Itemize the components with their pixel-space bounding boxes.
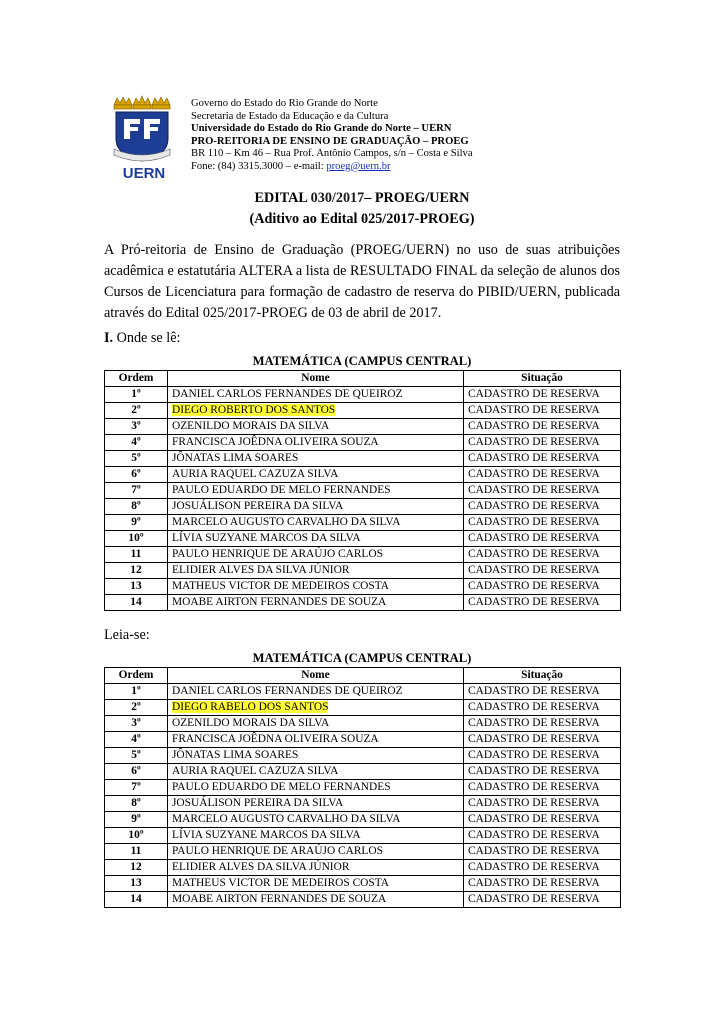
table-row (105, 563, 621, 579)
table-row (105, 764, 621, 780)
nome-cell: AURIA RAQUEL CAZUZA SILVA (168, 764, 464, 780)
table-row (105, 780, 621, 796)
nome-cell: PAULO EDUARDO DE MELO FERNANDES (168, 483, 464, 499)
nome-cell: JOSUÁLISON PEREIRA DA SILVA (168, 796, 464, 812)
institution-header (191, 98, 473, 174)
ordem-cell: 14 (105, 892, 168, 908)
table-row (105, 451, 621, 467)
table-header-row (105, 371, 621, 387)
situacao-cell: CADASTRO DE RESERVA (464, 579, 621, 595)
nome-cell: FRANCISCA JOÊDNA OLIVEIRA SOUZA (168, 435, 464, 451)
nome-cell: OZENILDO MORAIS DA SILVA (168, 419, 464, 435)
section-onde-se-le (104, 330, 180, 347)
highlighted-name: DIEGO RABELO DOS SANTOS (172, 701, 329, 713)
situacao-cell: CADASTRO DE RESERVA (464, 844, 621, 860)
ordem-cell: 1º (105, 387, 168, 403)
table-row (105, 844, 621, 860)
ordem-cell: 7º (105, 483, 168, 499)
section-leia-se: Leia-se: (104, 627, 150, 643)
ordem-cell: 2º (105, 700, 168, 716)
nome-cell: MARCELO AUGUSTO CARVALHO DA SILVA (168, 812, 464, 828)
situacao-cell: CADASTRO DE RESERVA (464, 499, 621, 515)
ordem-cell: 5º (105, 748, 168, 764)
title-suffix: – PROEG/UERN (364, 190, 470, 206)
nome-cell: JÔNATAS LIMA SOARES (168, 451, 464, 467)
ordem-cell: 8º (105, 499, 168, 515)
ordem-cell: 12 (105, 860, 168, 876)
ordem-cell: 10º (105, 531, 168, 547)
table-row (105, 499, 621, 515)
table-row (105, 547, 621, 563)
situacao-cell: CADASTRO DE RESERVA (464, 531, 621, 547)
situacao-cell: CADASTRO DE RESERVA (464, 764, 621, 780)
situacao-cell: CADASTRO DE RESERVA (464, 403, 621, 419)
ordem-cell: 3º (105, 716, 168, 732)
nome-cell: DANIEL CARLOS FERNANDES DE QUEIROZ (168, 387, 464, 403)
situacao-cell: CADASTRO DE RESERVA (464, 387, 621, 403)
situacao-cell: CADASTRO DE RESERVA (464, 595, 621, 611)
nome-cell: LÍVIA SUZYANE MARCOS DA SILVA (168, 828, 464, 844)
nome-cell: LÍVIA SUZYANE MARCOS DA SILVA (168, 531, 464, 547)
title-prefix: EDITAL (254, 190, 311, 206)
col-nome: Nome (168, 668, 464, 684)
situacao-cell: CADASTRO DE RESERVA (464, 451, 621, 467)
table-row (105, 387, 621, 403)
ordem-cell: 5º (105, 451, 168, 467)
nome-cell (168, 700, 464, 716)
edital-subtitle: (Aditivo ao Edital 025/2017-PROEG) (249, 211, 475, 227)
title-number: 030/2017 (310, 190, 365, 206)
table-row (105, 876, 621, 892)
table-row (105, 419, 621, 435)
ordem-cell: 11 (105, 844, 168, 860)
table-row (105, 403, 621, 419)
ordem-cell: 13 (105, 876, 168, 892)
nome-cell: PAULO EDUARDO DE MELO FERNANDES (168, 780, 464, 796)
col-situacao: Situação (464, 371, 621, 387)
situacao-cell: CADASTRO DE RESERVA (464, 547, 621, 563)
ordem-cell: 14 (105, 595, 168, 611)
nome-cell: FRANCISCA JOÊDNA OLIVEIRA SOUZA (168, 732, 464, 748)
ordem-cell: 9º (105, 515, 168, 531)
ordem-cell: 11 (105, 547, 168, 563)
table-row (105, 531, 621, 547)
situacao-cell: CADASTRO DE RESERVA (464, 700, 621, 716)
nome-cell: PAULO HENRIQUE DE ARAÚJO CARLOS (168, 547, 464, 563)
nome-cell: MATHEUS VICTOR DE MEDEIROS COSTA (168, 579, 464, 595)
section-text: Onde se lê: (113, 330, 181, 346)
table-row (105, 796, 621, 812)
table2-caption: MATEMÁTICA (CAMPUS CENTRAL) (252, 651, 472, 665)
situacao-cell: CADASTRO DE RESERVA (464, 780, 621, 796)
table-leia-se (104, 667, 621, 908)
situacao-cell: CADASTRO DE RESERVA (464, 515, 621, 531)
situacao-cell: CADASTRO DE RESERVA (464, 796, 621, 812)
situacao-cell: CADASTRO DE RESERVA (464, 892, 621, 908)
table-row (105, 860, 621, 876)
uern-crest-icon (106, 95, 182, 179)
col-nome: Nome (168, 371, 464, 387)
ordem-cell: 10º (105, 828, 168, 844)
ordem-cell: 7º (105, 780, 168, 796)
situacao-cell: CADASTRO DE RESERVA (464, 748, 621, 764)
nome-cell: MATHEUS VICTOR DE MEDEIROS COSTA (168, 876, 464, 892)
nome-cell (168, 403, 464, 419)
highlighted-name: DIEGO ROBERTO DOS SANTOS (172, 404, 336, 416)
col-situacao: Situação (464, 668, 621, 684)
situacao-cell: CADASTRO DE RESERVA (464, 419, 621, 435)
header-line-address: BR 110 – Km 46 – Rua Prof. Antônio Campos, s/n – Costa e Silva (191, 148, 473, 160)
nome-cell: ELIDIER ALVES DA SILVA JÚNIOR (168, 563, 464, 579)
edital-title (0, 190, 724, 207)
situacao-cell: CADASTRO DE RESERVA (464, 716, 621, 732)
header-line-contact (191, 161, 473, 174)
email-link[interactable]: proeg@uern.br (326, 160, 391, 172)
col-ordem: Ordem (105, 668, 168, 684)
nome-cell: AURIA RAQUEL CAZUZA SILVA (168, 467, 464, 483)
ordem-cell: 6º (105, 467, 168, 483)
nome-cell: MOABE AIRTON FERNANDES DE SOUZA (168, 595, 464, 611)
ordem-cell: 13 (105, 579, 168, 595)
situacao-cell: CADASTRO DE RESERVA (464, 435, 621, 451)
ordem-cell: 4º (105, 732, 168, 748)
table-row (105, 812, 621, 828)
header-line-government: Governo do Estado do Rio Grande do Norte (191, 98, 378, 109)
table-row (105, 684, 621, 700)
uern-logo (106, 95, 182, 179)
table-row (105, 435, 621, 451)
ordem-cell: 4º (105, 435, 168, 451)
situacao-cell: CADASTRO DE RESERVA (464, 860, 621, 876)
situacao-cell: CADASTRO DE RESERVA (464, 732, 621, 748)
situacao-cell: CADASTRO DE RESERVA (464, 828, 621, 844)
table-row (105, 892, 621, 908)
header-line-proeg: PRO-REITORIA DE ENSINO DE GRADUAÇÃO – PROEG (191, 135, 469, 147)
nome-cell: JOSUÁLISON PEREIRA DA SILVA (168, 499, 464, 515)
table1-caption: MATEMÁTICA (CAMPUS CENTRAL) (252, 354, 472, 368)
ordem-cell: 2º (105, 403, 168, 419)
logo-text: UERN (122, 165, 166, 179)
nome-cell: JÔNATAS LIMA SOARES (168, 748, 464, 764)
table-row (105, 579, 621, 595)
table-row (105, 467, 621, 483)
ordem-cell: 3º (105, 419, 168, 435)
ordem-cell: 9º (105, 812, 168, 828)
table-row (105, 716, 621, 732)
table-row (105, 595, 621, 611)
ordem-cell: 6º (105, 764, 168, 780)
nome-cell: MOABE AIRTON FERNANDES DE SOUZA (168, 892, 464, 908)
col-ordem: Ordem (105, 371, 168, 387)
situacao-cell: CADASTRO DE RESERVA (464, 684, 621, 700)
nome-cell: DANIEL CARLOS FERNANDES DE QUEIROZ (168, 684, 464, 700)
ordem-cell: 12 (105, 563, 168, 579)
ordem-cell: 8º (105, 796, 168, 812)
table-onde-se-le (104, 370, 621, 611)
nome-cell: OZENILDO MORAIS DA SILVA (168, 716, 464, 732)
nome-cell: ELIDIER ALVES DA SILVA JÚNIOR (168, 860, 464, 876)
situacao-cell: CADASTRO DE RESERVA (464, 563, 621, 579)
table-row (105, 748, 621, 764)
situacao-cell: CADASTRO DE RESERVA (464, 483, 621, 499)
intro-paragraph: A Pró-reitoria de Ensino de Graduação (PROEG/UERN) no uso de suas atribuições acadêmica e estatutária ALTERA a lista de RESULTADO FINAL da seleção de alunos dos Cursos de Licenciatura para formação de cadastro de reserva do PIBID/UERN, publicada através do Edital 025/2017-PROEG de 03 de abril de 2017. (104, 242, 620, 321)
table-row (105, 732, 621, 748)
header-line-secretariat: Secretaria de Estado da Educação e da Cultura (191, 110, 389, 122)
situacao-cell: CADASTRO DE RESERVA (464, 876, 621, 892)
nome-cell: PAULO HENRIQUE DE ARAÚJO CARLOS (168, 844, 464, 860)
section-number: I. (104, 330, 114, 346)
table-row (105, 515, 621, 531)
table-header-row (105, 668, 621, 684)
table-row (105, 828, 621, 844)
situacao-cell: CADASTRO DE RESERVA (464, 467, 621, 483)
ordem-cell: 1º (105, 684, 168, 700)
phone-text: Fone: (84) 3315.3000 – e-mail: (191, 160, 327, 172)
nome-cell: MARCELO AUGUSTO CARVALHO DA SILVA (168, 515, 464, 531)
table-row (105, 700, 621, 716)
situacao-cell: CADASTRO DE RESERVA (464, 812, 621, 828)
header-line-university: Universidade do Estado do Rio Grande do Norte – UERN (191, 123, 452, 135)
table-row (105, 483, 621, 499)
